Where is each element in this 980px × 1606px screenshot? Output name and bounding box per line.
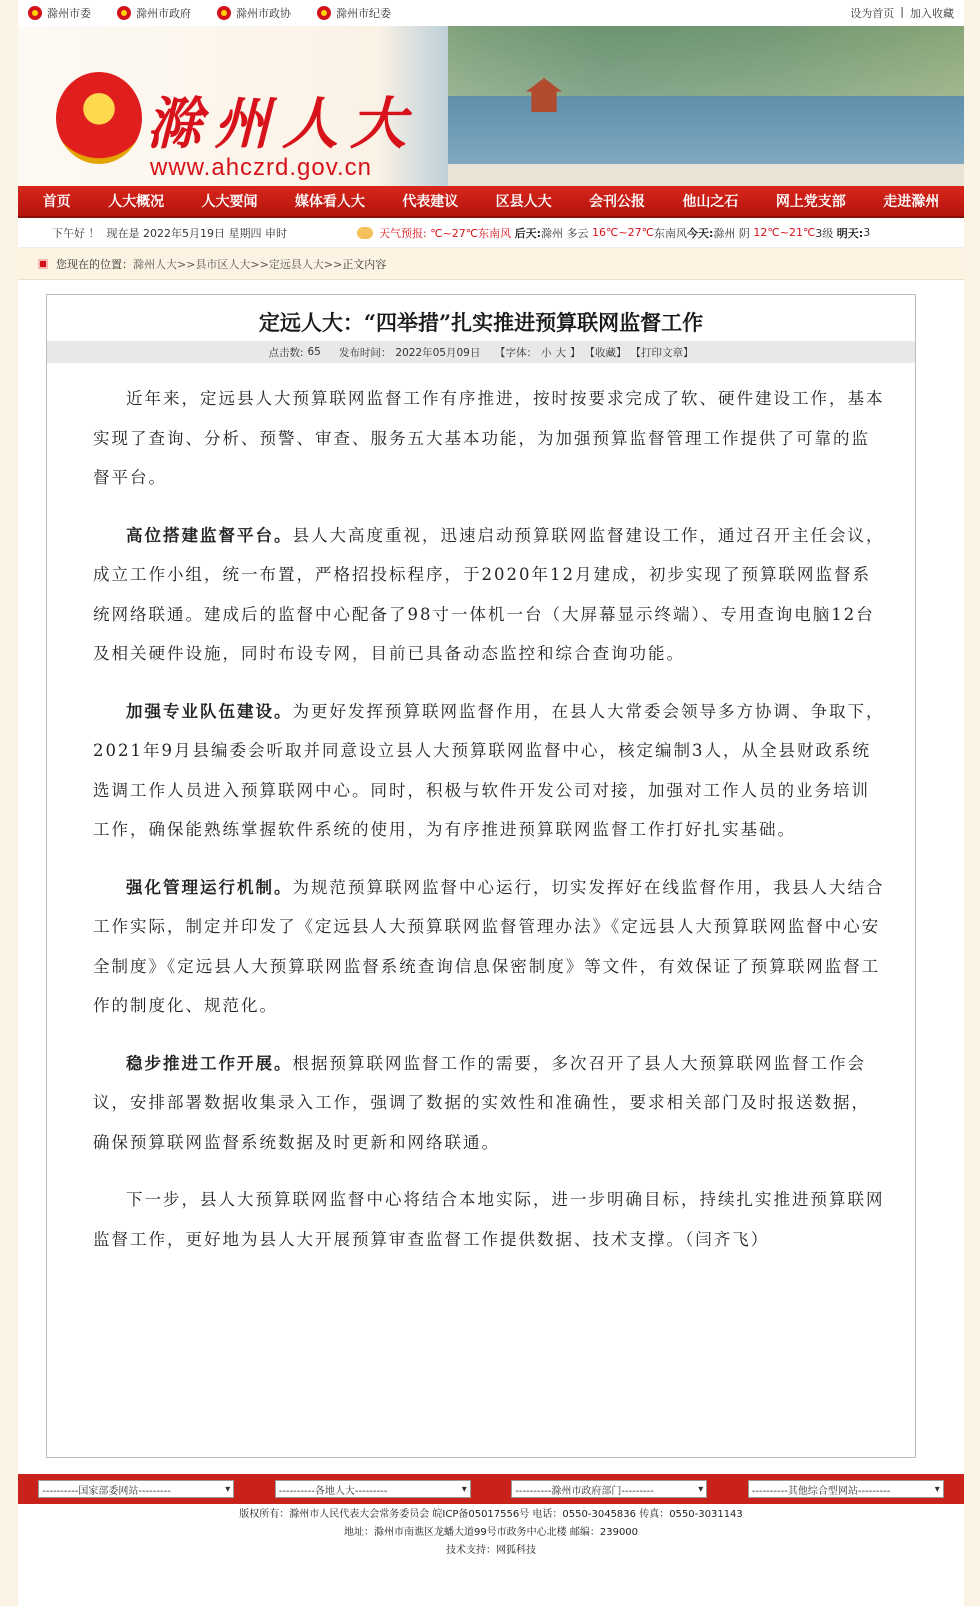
clicks-count: 65 [307,346,321,358]
footer-copyright [18,1506,964,1560]
nav-item-news[interactable]: 人大要闻 [201,194,258,210]
chevron-down-icon: ▾ [225,1483,231,1495]
paragraph-lead: 加强专业队伍建设。 [126,701,293,721]
banner-hill-image [448,26,964,96]
breadcrumb-current: 正文内容 [342,257,387,271]
weather-today-temp: 12℃~21℃ [753,226,816,239]
breadcrumb-link-dingyuan[interactable]: 定远县人大>> [268,257,343,271]
chevron-down-icon: ▾ [461,1483,467,1495]
link-label: 滁州市政府 [136,7,191,20]
nav-item-about-chuzhou[interactable]: 走进滁州 [883,194,940,210]
select-local-npc-sites[interactable] [275,1480,471,1498]
select-value: ----------滁州市政府部门--------- [515,1485,654,1497]
banner-lake-image [448,96,964,166]
top-links-bar [18,0,964,26]
chevron-down-icon: ▾ [934,1483,940,1495]
link-label: 滁州市纪委 [336,7,391,20]
banner-shore-image [448,164,964,186]
print-button[interactable]: 【打印文章】 [630,346,694,359]
weather-after: 滁州 多云 [541,226,589,240]
select-city-departments[interactable] [511,1480,707,1498]
paragraph-text: 为规范预算联网监督中心运行，切实发挥好在线监督作用，我县人大结合工作实际，制定并印发了《定远县人大预算联网监督管理办法》《定远县人大预算联网监督中心安全制度》《定远县人大预算联网监督系统查询信息保密制度》等文件，有效保证了预算联网监督工作的制度化、规范化。 [93,877,885,1015]
now-label: 现在是 [106,226,140,240]
paragraph-text: 近年来，定远县人大预算联网监督工作有序推进，按时按要求完成了软、硬件建设工作，基本实现了查询、分析、预警、审查、服务五大基本功能，为加强预算监督管理工作提供了可靠的监督平台。 [93,389,885,487]
national-emblem-logo [56,72,142,164]
select-value: ----------国家部委网站--------- [42,1485,171,1497]
weather-today-label: 今天: [686,226,714,240]
breadcrumb-link-districts[interactable]: 县市区人大>> [195,257,269,271]
nav-item-districts[interactable]: 区县人大 [495,194,552,210]
article [46,294,916,1458]
select-value: ----------各地人大--------- [278,1485,388,1497]
publish-label: 发布时间： [338,346,392,359]
site-url: www.ahczrd.gov.cn [150,154,372,181]
add-favorite-link[interactable]: 加入收藏 [910,7,954,20]
current-weekday: 星期四 [228,226,262,240]
party-emblem-icon [28,6,42,20]
site-banner [18,26,964,186]
paragraph-text: 为更好发挥预算联网监督作用，在县人大常委会领导多方协调、争取下，2021年9月县编委会听取并同意设立县人大预算联网监督中心，核定编制3人，从全县财政系统选调工作人员进入预算联网中心。同时，积极与软件开发公司对接，加强对工作人员的业务培训工作，确保能熟练掌握软件系统的使用，为有序推进预算联网监督工作打好扎实基础。 [93,701,885,839]
breadcrumb-label: 您现在的位置： [56,257,133,271]
article-paragraph [93,692,887,850]
favorite-button[interactable]: 【收藏】 [584,346,627,359]
article-paragraph [93,1180,887,1259]
weather-seg1: ℃~27℃东南风 [430,226,512,240]
current-date: 2022年5月19日 [143,226,225,240]
chevron-down-icon: ▾ [698,1483,704,1495]
select-value: ----------其他综合型网站--------- [751,1485,891,1497]
weather-today-wind: 3级 [815,226,834,240]
article-paragraph [93,868,887,1026]
nav-item-party-branch[interactable]: 网上党支部 [775,194,846,210]
paragraph-lead: 稳步推进工作开展。 [126,1053,293,1073]
paragraph-text: 县人大高度重视，迅速启动预算联网监督建设工作，通过召开主任会议，成立工作小组，统一布置，严格招投标程序，于2020年12月建成，初步实现了预算联网监督系统网络联通。建成后的监督中心配备了98寸一体机一台（大屏幕显示终端）、专用查询电脑12台及相关硬件设施，同时布设专网，目前已具备动态监控和综合查询功能。 [93,525,885,663]
greeting: 下午好 ！ [52,226,100,240]
separator: | [900,5,904,18]
nav-item-overview[interactable]: 人大概况 [108,194,165,210]
nav-item-media[interactable]: 媒体看人大 [294,194,365,210]
footer-link-selects [18,1474,964,1504]
nav-item-home[interactable]: 首页 [42,194,71,210]
location-icon [38,259,48,269]
support-line: 技术支持：网狐科技 [446,1545,536,1556]
set-home-link[interactable]: 设为首页 [850,7,895,20]
site-title: 滁州人大 [146,91,418,157]
weather-tomorrow-label: 明天: [836,226,864,240]
address-line: 地址：滁州市南谯区龙蟠大道99号市政务中心北楼 邮编：239000 [343,1527,639,1538]
font-label: 【字体： [495,346,538,359]
paragraph-text: 根据预算联网监督工作的需要，多次召开了县人大预算联网监督工作会议，安排部署数据收集录入工作，强调了数据的实效性和准确性，要求相关部门及时报送数据，确保预算联网监督系统数据及时更新和网络联通。 [93,1053,870,1152]
link-city-cppcc[interactable] [217,5,291,21]
weather-tail: 3 [863,226,871,239]
article-title: 定远人大：“四举措”扎实推进预算联网监督工作 [258,310,704,335]
link-label: 滁州市政协 [236,7,291,20]
current-hour: 申时 [265,226,287,240]
link-city-government[interactable] [117,5,191,21]
weather-after-temp: 16℃~27℃ [592,226,654,239]
utility-links [850,5,954,21]
font-end: 】 [570,346,581,359]
copyright-line: 版权所有：滁州市人民代表大会常务委员会 皖ICP备05017556号 电话：0550-3045836 传真：0550-3031143 [239,1509,743,1520]
national-emblem-icon [117,6,131,20]
font-big-button[interactable]: 大 [555,346,567,359]
weather-today: 滁州 阴 [713,226,750,240]
paragraph-text: 下一步，县人大预算联网监督中心将结合本地实际，进一步明确目标，持续扎实推进预算联网监督工作，更好地为县人大开展预算审查监督工作提供数据、技术支撑。（闫齐飞） [93,1190,885,1249]
weather-label: 天气预报: [379,226,427,240]
font-small-button[interactable]: 小 [541,346,552,359]
partner-links [28,5,391,21]
weather-icon [357,227,373,239]
article-paragraph [93,516,887,674]
breadcrumb-link-chuzhou[interactable]: 滁州人大>> [133,257,196,271]
paragraph-lead: 高位搭建监督平台。 [126,525,293,545]
nav-item-proposals[interactable]: 代表建议 [402,194,459,210]
article-body [47,363,915,1259]
paragraph-lead: 强化管理运行机制。 [126,877,293,897]
article-meta [47,341,915,363]
select-other-sites[interactable] [748,1480,944,1498]
breadcrumb [18,248,964,280]
weather-after-wind: 东南风 [653,226,687,240]
info-bar [18,218,964,248]
clicks-label: 点击数: [268,346,304,359]
nav-item-others[interactable]: 他山之石 [682,194,739,210]
link-label: 滁州市委 [47,7,91,20]
party-emblem-icon [317,6,331,20]
page [18,0,964,1606]
link-city-discipline[interactable] [317,5,391,21]
select-ministry-sites[interactable] [38,1480,234,1498]
article-paragraph [93,379,887,498]
main-nav [18,186,964,218]
article-paragraph [93,1044,887,1163]
cppcc-emblem-icon [217,6,231,20]
link-city-committee[interactable] [28,5,91,21]
nav-item-bulletin[interactable]: 会刊公报 [589,194,646,210]
publish-date: 2022年05月09日 [395,346,481,359]
weather-after-label: 后天: [514,226,542,240]
